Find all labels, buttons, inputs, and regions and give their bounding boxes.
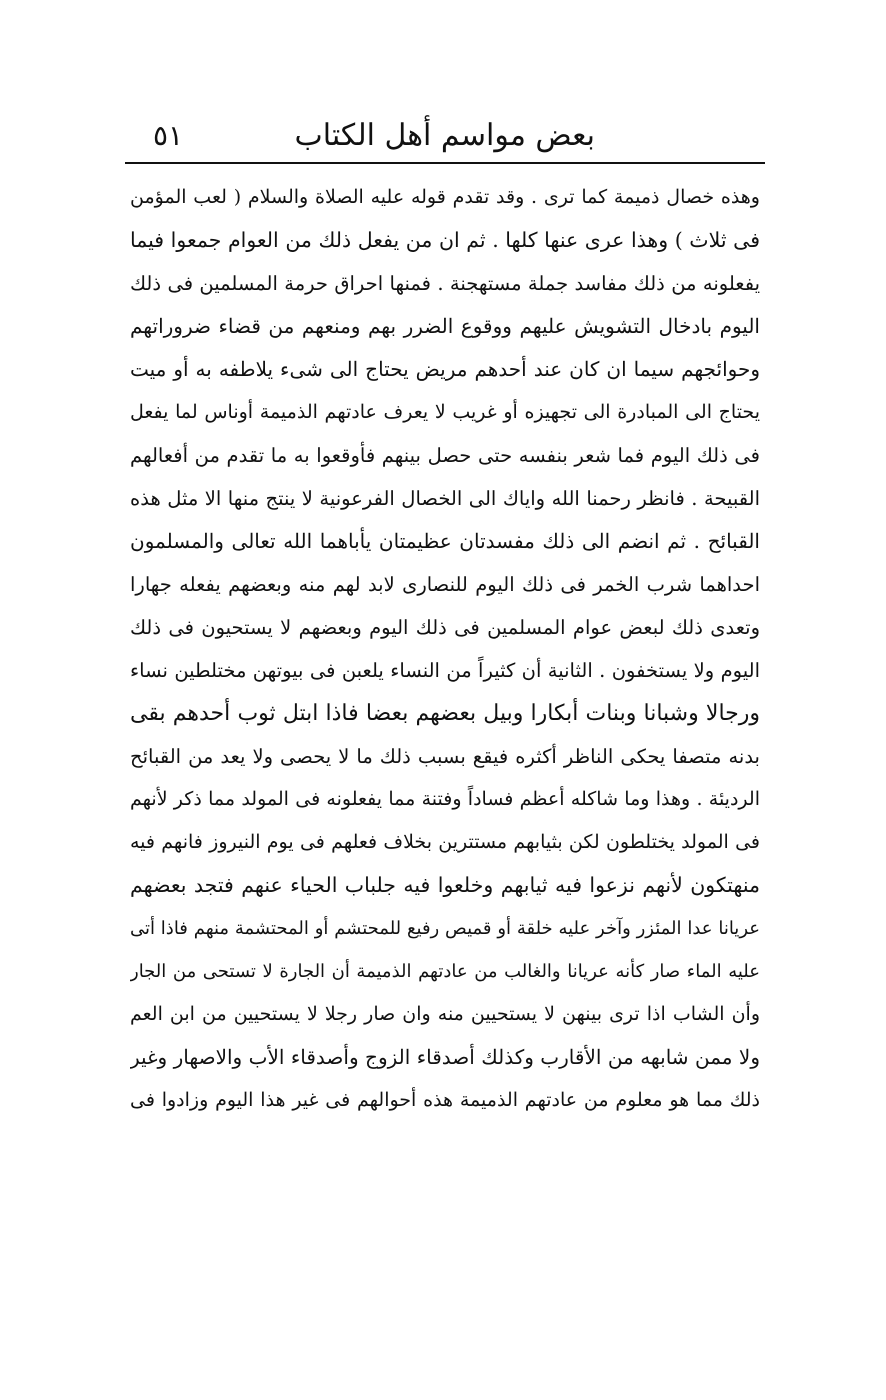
text-line: وأن الشاب اذا ترى بينهن لا يستحيين منه وان صار رجلا لا يستحيين من ابن العم xyxy=(130,1003,760,1025)
text-line: احداهما شرب الخمر فى ذلك اليوم للنصارى لابد لهم منه وبعضهم يفعله جهارا xyxy=(130,573,760,596)
text-line: اليوم بادخال التشويش عليهم ووقوع الضرر بهم ومنعهم من قضاء ضروراتهم xyxy=(130,314,760,338)
text-line: الرديئة . وهذا وما شاكله أعظم فساداً وفتنة مما يفعلونه فى المولد مما ذكر لأنهم xyxy=(130,788,760,810)
page-number: ٥١ xyxy=(153,119,184,152)
page-header xyxy=(125,112,765,160)
text-line: فى المولد يختلطون لكن بثيابهم مستترين بخلاف فعلهم فى يوم النيروز فانهم فيه xyxy=(130,831,760,853)
running-title: بعض مواسم أهل الكتاب xyxy=(294,118,595,153)
text-line: منهتكون لأنهم نزعوا فيه ثيابهم وخلعوا فيه جلباب الحياء عنهم فتجد بعضهم xyxy=(130,873,760,897)
text-line: وحوائجهم سيما ان كان عند أحدهم مريض يحتاج الى شىء يلاطفه به أو ميت xyxy=(130,357,760,381)
text-line: ذلك مما هو معلوم من عادتهم الذميمة هذه أحوالهم فى غير هذا اليوم وزادوا فى xyxy=(130,1089,760,1111)
text-line: اليوم ولا يستخفون . الثانية أن كثيراً من النساء يلعبن فى بيوتهن مختلطين نساء xyxy=(130,659,760,682)
text-line: يفعلونه من ذلك مفاسد جملة مستهجنة . فمنها احراق حرمة المسلمين فى ذلك xyxy=(130,272,760,295)
text-line: القبائح . ثم انضم الى ذلك مفسدتان عظيمتان يأباهما الله تعالى والمسلمون xyxy=(130,529,760,553)
text-line: وتعدى ذلك لبعض عوام المسلمين فى ذلك اليوم وبعضهم لا يستحيون فى ذلك xyxy=(130,616,760,639)
text-line: عليه الماء صار كأنه عريانا والغالب من عادتهم الذميمة أن الجارة لا تستحى من الجار xyxy=(130,961,760,982)
text-line: ولا ممن شابهه من الأقارب وكذلك أصدقاء الزوج وأصدقاء الأب والاصهار وغير xyxy=(130,1045,760,1069)
body-text xyxy=(130,176,760,1122)
text-line: فى ذلك اليوم فما شعر بنفسه حتى حصل بينهم فأوقعوا به ما تقدم من أفعالهم xyxy=(130,444,760,467)
text-line: وهذه خصال ذميمة كما ترى . وقد تقدم قوله عليه الصلاة والسلام ( لعب المؤمن xyxy=(130,186,760,208)
text-line: يحتاج الى المبادرة الى تجهيزه أو غريب لا يعرف عادتهم الذميمة أوناس لما يفعل xyxy=(130,401,760,423)
text-line: القبيحة . فانظر رحمنا الله واياك الى الخصال الفرعونية لا ينتج منها الا مثل هذه xyxy=(130,487,760,510)
text-line: فى ثلاث ) وهذا عرى عنها كلها . ثم ان من يفعل ذلك من العوام جمعوا فيما xyxy=(130,228,760,252)
text-line: عريانا عدا المئزر وآخر عليه خلقة أو قميص رفيع للمحتشم أو المحتشمة منهم فاذا أتى xyxy=(130,918,760,939)
header-rule xyxy=(125,162,765,164)
text-line: ورجالا وشبانا وبنات أبكارا وبيل بعضهم بعضا فاذا ابتل ثوب أحدهم بقى xyxy=(130,701,760,726)
text-line: بدنه متصفا يحكى الناظر أكثره فيقع بسبب ذلك ما لا يحصى ولا يعد من القبائح xyxy=(130,745,760,768)
